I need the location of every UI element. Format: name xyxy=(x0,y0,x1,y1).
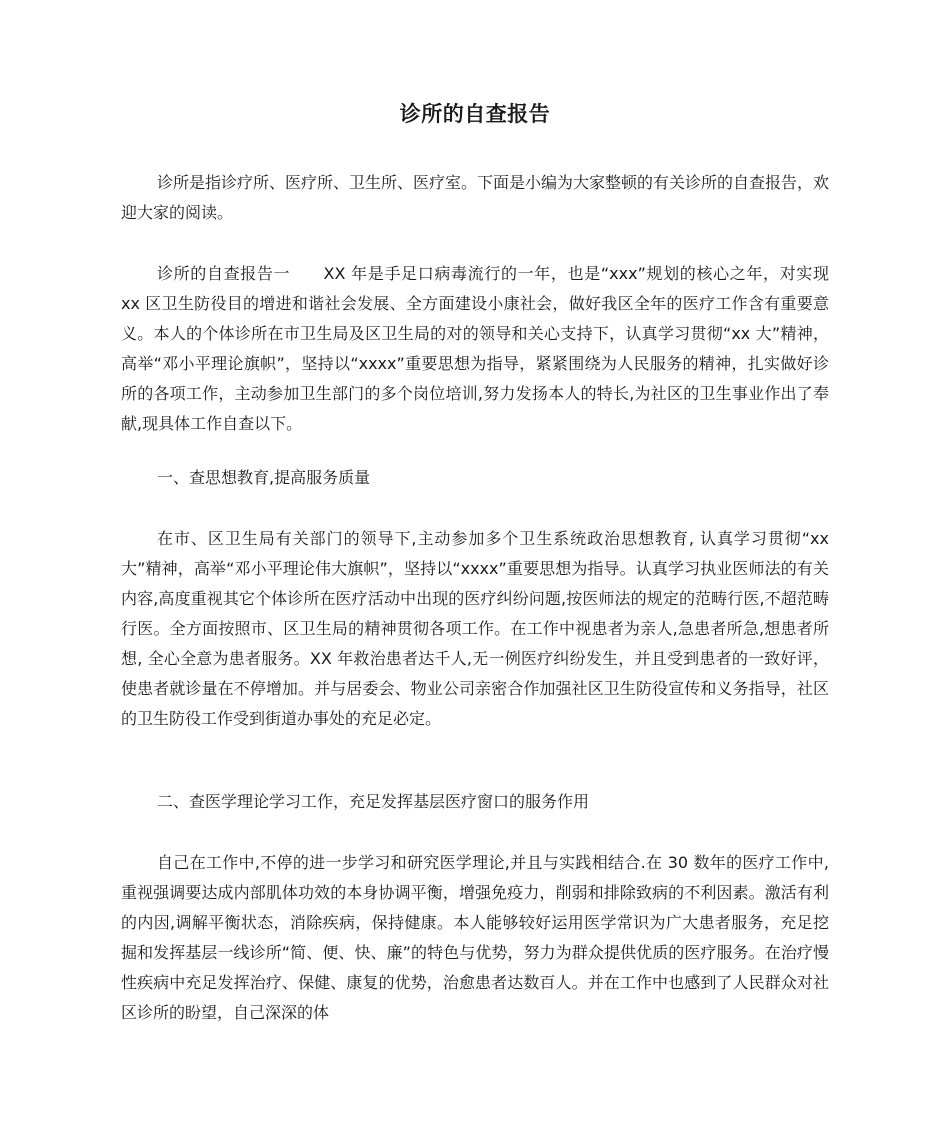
intro-paragraph: 诊所是指诊疗所、医疗所、卫生所、医疗室。下面是小编为大家整顿的有关诊所的自查报告，欢迎大家的阅读。 xyxy=(121,173,830,222)
section-one-paragraph: 在市、区卫生局有关部门的领导下,主动参加多个卫生系统政治思想教育, 认真学习贯彻“xx 大”精神，高举“邓小平理论伟大旗帜”，坚持以“xxxx”重要思想为指导。认真学习执业医师法的有关内容,高度重视其它个体诊所在医疗活动中出现的医疗纠纷问题,按医师法的规定的范畴行医,不超范畴行医。全方面按照市、区卫生局的精神贯彻各项工作。在工作中视患者为亲人,急患者所急,想患者所想, 全心全意为患者服务。XX 年救治患者达千人,无一例医疗纠纷发生，并且受到患者的一致好评，使患者就诊量在不停增加。并与居委会、物业公司亲密合作加强社区卫生防役宣传和义务指导，社区的卫生防役工作受到街道办事处的充足必定。 xyxy=(121,529,829,728)
section-one-heading: 一、查思想教育,提高服务质量 xyxy=(157,468,371,487)
section-two-paragraph: 自己在工作中,不停的进一步学习和研究医学理论,并且与实践相结合.在 30 数年的医疗工作中,重视强调要达成内部肌体功效的本身协调平衡，增强免疫力，削弱和排除致病的不利因素。激活有利的内因,调解平衡状态，消除疾病，保持健康。本人能够较好运用医学常识为广大患者服务，充足挖掘和发挥基层一线诊所“简、便、快、廉”的特色与优势，努力为群众提供优质的医疗服务。在治疗慢性疾病中充足发挥治疗、保健、康复的优势，治愈患者达数百人。并在工作中也感到了人民群众对社区诊所的盼望，自己深深的体 xyxy=(121,853,829,1022)
section-two-heading: 二、查医学理论学习工作，充足发挥基层医疗窗口的服务作用 xyxy=(157,792,590,811)
document-title: 诊所的自查报告 xyxy=(399,102,551,126)
report-one-paragraph: 诊所的自查报告一 XX 年是手足口病毒流行的一年，也是“xxx”规划的核心之年，对实现 xx 区卫生防役目的增进和谐社会发展、全方面建设小康社会，做好我区全年的医疗工作含有重要意义。本人的个体诊所在市卫生局及区卫生局的对的领导和关心支持下，认真学习贯彻“xx 大”精神，高举“邓小平理论旗帜”，坚持以“xxxx”重要思想为指导，紧紧围绕为人民服务的精神，扎实做好诊所的各项工作，主动参加卫生部门的多个岗位培训,努力发扬本人的特长,为社区的卫生事业作出了奉献,现具体工作自查以下。 xyxy=(121,264,829,433)
